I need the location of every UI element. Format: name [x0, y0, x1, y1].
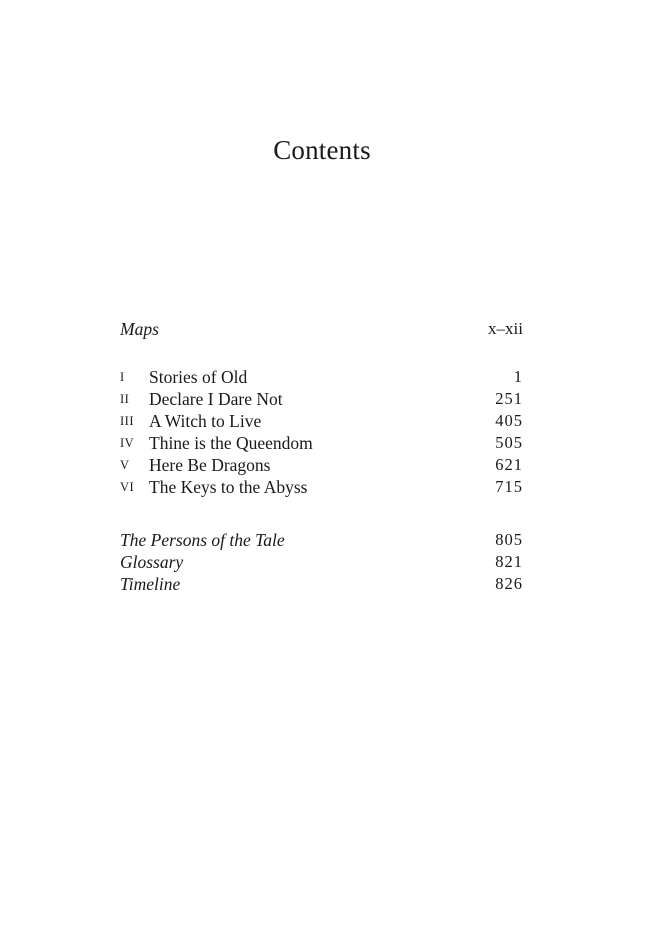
chapter-page: 251: [495, 389, 523, 408]
toc-entry-label: Maps: [120, 319, 159, 339]
toc-entry-page: x–xii: [488, 319, 523, 338]
toc-entry-label: Timeline: [120, 574, 181, 594]
chapter-title: Thine is the Queendom: [149, 433, 313, 453]
chapter-page: 1: [513, 367, 523, 386]
chapter-title: Stories of Old: [149, 367, 248, 387]
toc-entry-page: 821: [495, 552, 523, 571]
toc-entry-chapter-2[interactable]: [120, 388, 523, 410]
toc-entry-glossary[interactable]: [120, 551, 523, 573]
chapter-page: 621: [495, 455, 523, 474]
chapter-numeral: I: [120, 370, 125, 384]
chapter-title: Here Be Dragons: [149, 455, 271, 475]
chapter-title: The Keys to the Abyss: [149, 477, 308, 497]
toc-entry-label: Glossary: [120, 552, 184, 572]
chapter-numeral: II: [120, 392, 130, 406]
toc-entry-chapter-6[interactable]: [120, 476, 523, 498]
toc-entry-label: The Persons of the Tale: [120, 530, 285, 550]
page-title: Contents: [273, 135, 371, 165]
chapter-list: [120, 366, 523, 498]
chapter-page: 505: [495, 433, 523, 452]
toc-entry-maps[interactable]: [120, 318, 523, 340]
toc-entry-persons[interactable]: [120, 529, 523, 551]
chapter-page: 715: [495, 477, 523, 496]
chapter-numeral: V: [120, 458, 130, 472]
toc-entry-timeline[interactable]: [120, 573, 523, 595]
toc-entry-chapter-5[interactable]: [120, 454, 523, 476]
chapter-numeral: VI: [120, 480, 135, 494]
toc-entry-page: 805: [495, 530, 523, 549]
chapter-numeral: III: [120, 414, 134, 428]
front-matter-list: [120, 318, 523, 340]
chapter-title: A Witch to Live: [149, 411, 262, 431]
toc-entry-chapter-3[interactable]: [120, 410, 523, 432]
chapter-numeral: IV: [120, 436, 135, 450]
chapter-title: Declare I Dare Not: [149, 389, 283, 409]
toc-entry-page: 826: [495, 574, 523, 593]
chapter-page: 405: [495, 411, 523, 430]
toc-entry-chapter-4[interactable]: [120, 432, 523, 454]
toc-entry-chapter-1[interactable]: [120, 366, 523, 388]
back-matter-list: [120, 529, 523, 595]
